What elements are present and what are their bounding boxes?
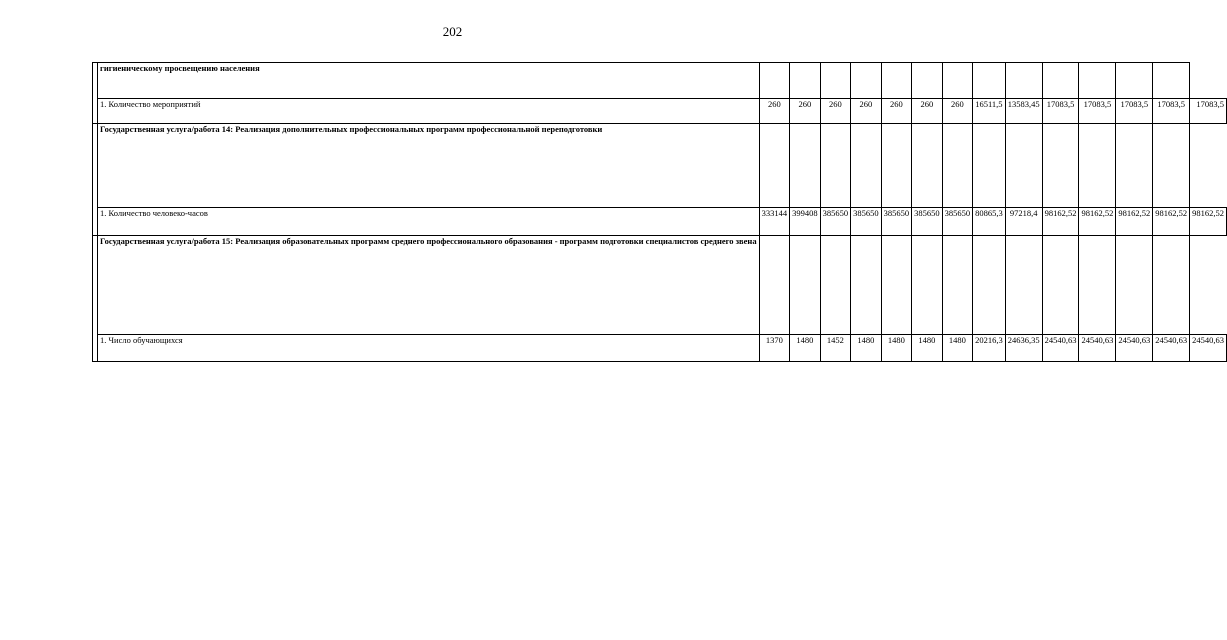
value-cell: 24540,63 [1190, 335, 1227, 362]
value-cell: 20216,3 [973, 335, 1006, 362]
value-cell: 98162,52 [1079, 208, 1116, 236]
value-cell: 385650 [912, 208, 943, 236]
value-cell: 24540,63 [1153, 335, 1190, 362]
value-cell: 98162,52 [1153, 208, 1190, 236]
value-cell: 260 [881, 99, 912, 124]
value-cell: 385650 [851, 208, 882, 236]
table-row [93, 236, 1227, 335]
value-cell: 1370 [759, 335, 790, 362]
indicator-label: 1. Количество человеко-часов [98, 208, 760, 236]
value-cell: 260 [912, 99, 943, 124]
value-cell: 260 [759, 99, 790, 124]
value-cell: 1452 [820, 335, 851, 362]
value-cell: 24540,63 [1079, 335, 1116, 362]
table-row [93, 99, 1227, 124]
value-cell: 98162,52 [1116, 208, 1153, 236]
value-cell: 17083,5 [1153, 99, 1190, 124]
value-cell: 1480 [881, 335, 912, 362]
section-heading: гигиеническому просвещению населения [98, 63, 760, 99]
section-heading: Государственная услуга/работа 14: Реализация дополнительных профессиональных программ профессиональной переподготовки [98, 124, 760, 208]
value-cell: 260 [851, 99, 882, 124]
value-cell: 399408 [790, 208, 821, 236]
value-cell: 24636,35 [1005, 335, 1042, 362]
value-cell: 1480 [851, 335, 882, 362]
value-cell: 98162,52 [1042, 208, 1079, 236]
indicator-label: 1. Число обучающихся [98, 335, 760, 362]
table-row [93, 335, 1227, 362]
value-cell: 17083,5 [1079, 99, 1116, 124]
value-cell: 17083,5 [1190, 99, 1227, 124]
table-row [93, 124, 1227, 208]
value-cell: 260 [942, 99, 973, 124]
value-cell: 1480 [942, 335, 973, 362]
value-cell: 385650 [881, 208, 912, 236]
value-cell: 97218,4 [1005, 208, 1042, 236]
value-cell: 16511,5 [973, 99, 1006, 124]
services-table [92, 62, 1227, 362]
value-cell: 260 [820, 99, 851, 124]
value-cell: 13583,45 [1005, 99, 1042, 124]
value-cell: 385650 [820, 208, 851, 236]
value-cell: 24540,63 [1116, 335, 1153, 362]
value-cell: 24540,63 [1042, 335, 1079, 362]
value-cell: 98162,52 [1190, 208, 1227, 236]
page-number: 202 [442, 24, 463, 39]
value-cell: 17083,5 [1042, 99, 1079, 124]
table-row [93, 208, 1227, 236]
value-cell: 260 [790, 99, 821, 124]
value-cell: 385650 [942, 208, 973, 236]
value-cell: 1480 [790, 335, 821, 362]
value-cell: 333144 [759, 208, 790, 236]
section-heading: Государственная услуга/работа 15: Реализация образовательных программ среднего профессионального образования - программ подготовки специалистов среднего звена [98, 236, 760, 335]
table-row [93, 63, 1227, 99]
indicator-label: 1. Количество мероприятий [98, 99, 760, 124]
value-cell: 80865,3 [973, 208, 1006, 236]
value-cell: 17083,5 [1116, 99, 1153, 124]
value-cell: 1480 [912, 335, 943, 362]
